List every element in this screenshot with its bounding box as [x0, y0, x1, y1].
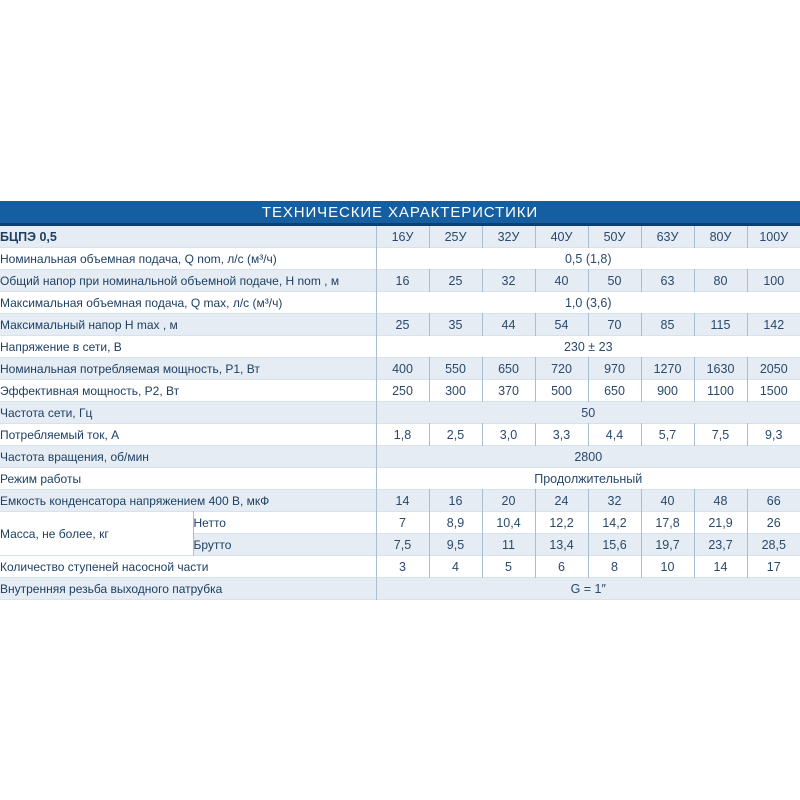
row-label-cell: Эффективная мощность, P2, Вт [0, 383, 180, 398]
table-row [0, 358, 800, 380]
value-cell: 35 [429, 314, 482, 336]
row-sublabel-cell: Брутто [193, 534, 376, 556]
row-label-cell: Общий напор при номинальной объемной подаче, H nom , м [0, 273, 340, 288]
value-cell: 9,3 [747, 424, 800, 446]
row-label-cell: Масса, не более, кг [0, 526, 109, 541]
tech-specs-section [0, 201, 800, 600]
row-label-cell: Потребляемый ток, А [0, 427, 120, 442]
value-cell: 23,7 [694, 534, 747, 556]
value-cell: 14,2 [588, 512, 641, 534]
value-cell: 24 [535, 490, 588, 512]
value-cell: 12,2 [535, 512, 588, 534]
value-cell: 44 [482, 314, 535, 336]
value-cell: 6 [535, 556, 588, 578]
value-cell: 16 [429, 490, 482, 512]
value-cell: 550 [429, 358, 482, 380]
table-header-row [0, 226, 800, 248]
value-cell: 8,9 [429, 512, 482, 534]
value-cell: 25 [429, 270, 482, 292]
value-cell: 370 [482, 380, 535, 402]
span-value-cell: Продолжительный [376, 468, 800, 490]
value-cell: 7,5 [694, 424, 747, 446]
model-header-cell: 32У [482, 226, 535, 248]
value-cell: 19,7 [641, 534, 694, 556]
value-cell: 970 [588, 358, 641, 380]
value-cell: 5 [482, 556, 535, 578]
row-label-cell: Частота вращения, об/мин [0, 449, 149, 464]
section-title-bar [0, 201, 800, 226]
span-value-cell: 0,5 (1,8) [376, 248, 800, 270]
value-cell: 10 [641, 556, 694, 578]
table-row [0, 512, 800, 534]
model-header-cell: 50У [588, 226, 641, 248]
table-row [0, 446, 800, 468]
row-label-cell: Внутренняя резьба выходного патрубка [0, 581, 223, 596]
row-label-cell: Емкость конденсатора напряжением 400 В, мкФ [0, 493, 270, 508]
value-cell: 32 [482, 270, 535, 292]
model-header-cell: 16У [376, 226, 429, 248]
value-cell: 8 [588, 556, 641, 578]
value-cell: 3,3 [535, 424, 588, 446]
value-cell: 66 [747, 490, 800, 512]
value-cell: 54 [535, 314, 588, 336]
span-value-cell: 2800 [376, 446, 800, 468]
row-label-cell: Максимальный напор H max , м [0, 317, 178, 332]
section-title: ТЕХНИЧЕСКИЕ ХАРАКТЕРИСТИКИ [261, 203, 539, 221]
value-cell: 3 [376, 556, 429, 578]
row-label-cell: Максимальная объемная подача, Q max, л/с (м³/ч) [0, 295, 283, 310]
model-header-cell: 25У [429, 226, 482, 248]
table-row [0, 468, 800, 490]
value-cell: 25 [376, 314, 429, 336]
table-row [0, 556, 800, 578]
value-cell: 115 [694, 314, 747, 336]
span-value-cell: 230 ± 23 [376, 336, 800, 358]
value-cell: 900 [641, 380, 694, 402]
value-cell: 50 [588, 270, 641, 292]
value-cell: 1100 [694, 380, 747, 402]
value-cell: 26 [747, 512, 800, 534]
value-cell: 70 [588, 314, 641, 336]
value-cell: 80 [694, 270, 747, 292]
row-label-cell: Количество ступеней насосной части [0, 559, 209, 574]
value-cell: 300 [429, 380, 482, 402]
value-cell: 250 [376, 380, 429, 402]
value-cell: 500 [535, 380, 588, 402]
table-row [0, 292, 800, 314]
value-cell: 10,4 [482, 512, 535, 534]
value-cell: 1270 [641, 358, 694, 380]
value-cell: 142 [747, 314, 800, 336]
product-name-cell: БЦПЭ 0,5 [0, 229, 57, 244]
table-row [0, 248, 800, 270]
value-cell: 13,4 [535, 534, 588, 556]
table-row [0, 402, 800, 424]
value-cell: 4 [429, 556, 482, 578]
table-row [0, 336, 800, 358]
row-sublabel-cell: Нетто [193, 512, 376, 534]
span-value-cell: G = 1″ [376, 578, 800, 600]
value-cell: 11 [482, 534, 535, 556]
model-header-cell: 40У [535, 226, 588, 248]
row-label-cell: Номинальная потребляемая мощность, P1, Вт [0, 361, 260, 376]
value-cell: 32 [588, 490, 641, 512]
value-cell: 1630 [694, 358, 747, 380]
span-value-cell: 1,0 (3,6) [376, 292, 800, 314]
value-cell: 650 [482, 358, 535, 380]
value-cell: 85 [641, 314, 694, 336]
value-cell: 9,5 [429, 534, 482, 556]
value-cell: 14 [376, 490, 429, 512]
table-row [0, 270, 800, 292]
value-cell: 17 [747, 556, 800, 578]
model-header-cell: 80У [694, 226, 747, 248]
value-cell: 14 [694, 556, 747, 578]
table-row [0, 380, 800, 402]
table-row [0, 314, 800, 336]
model-header-cell: 63У [641, 226, 694, 248]
value-cell: 63 [641, 270, 694, 292]
table-row [0, 424, 800, 446]
value-cell: 4,4 [588, 424, 641, 446]
value-cell: 16 [376, 270, 429, 292]
value-cell: 650 [588, 380, 641, 402]
span-value-cell: 50 [376, 402, 800, 424]
row-label-cell: Номинальная объемная подача, Q nom, л/с (м³/ч) [0, 251, 277, 266]
value-cell: 720 [535, 358, 588, 380]
value-cell: 1,8 [376, 424, 429, 446]
table-row [0, 578, 800, 600]
value-cell: 40 [641, 490, 694, 512]
value-cell: 100 [747, 270, 800, 292]
value-cell: 2050 [747, 358, 800, 380]
value-cell: 15,6 [588, 534, 641, 556]
specs-table-body [0, 226, 800, 600]
model-header-cell: 100У [747, 226, 800, 248]
row-label-cell: Частота сети, Гц [0, 405, 93, 420]
value-cell: 1500 [747, 380, 800, 402]
value-cell: 5,7 [641, 424, 694, 446]
value-cell: 3,0 [482, 424, 535, 446]
value-cell: 7 [376, 512, 429, 534]
row-label-cell: Напряжение в сети, В [0, 339, 122, 354]
value-cell: 40 [535, 270, 588, 292]
value-cell: 48 [694, 490, 747, 512]
row-label-cell: Режим работы [0, 471, 82, 486]
value-cell: 400 [376, 358, 429, 380]
value-cell: 7,5 [376, 534, 429, 556]
value-cell: 21,9 [694, 512, 747, 534]
value-cell: 2,5 [429, 424, 482, 446]
value-cell: 20 [482, 490, 535, 512]
specs-table [0, 226, 800, 600]
value-cell: 28,5 [747, 534, 800, 556]
value-cell: 17,8 [641, 512, 694, 534]
table-row [0, 490, 800, 512]
